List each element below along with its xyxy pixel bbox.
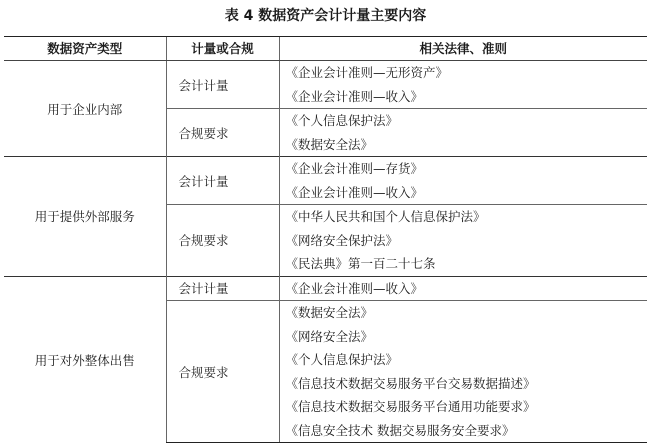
law-item: 《企业会计准则—收入》 [285, 184, 424, 200]
table-row [4, 276, 647, 301]
table-body [4, 61, 647, 443]
category-cell: 合规要求 [166, 109, 279, 157]
category-cell: 合规要求 [166, 205, 279, 277]
accounting-table [4, 36, 647, 443]
laws-cell [279, 301, 647, 443]
law-item: 《企业会计准则—收入》 [285, 88, 424, 104]
table-row [4, 157, 647, 205]
law-item: 《信息安全技术 数据交易服务安全要求》 [285, 422, 515, 438]
category-cell: 会计计量 [166, 61, 279, 109]
law-item: 《企业会计准则—无形资产》 [285, 65, 449, 80]
laws-cell [279, 157, 647, 205]
law-item: 《信息技术数据交易服务平台通用功能要求》 [285, 399, 536, 414]
asset-type-cell: 用于企业内部 [4, 61, 166, 157]
law-item: 《中华人民共和国个人信息保护法》 [285, 209, 486, 224]
header-related-laws: 相关法律、准则 [279, 37, 647, 61]
category-cell: 合规要求 [166, 301, 279, 443]
law-item: 《数据安全法》 [285, 305, 374, 320]
asset-type-cell: 用于提供外部服务 [4, 157, 166, 277]
category-cell: 会计计量 [166, 157, 279, 205]
law-item: 《个人信息保护法》 [285, 352, 399, 367]
law-item: 《数据安全法》 [285, 136, 374, 152]
asset-type-cell: 用于对外整体出售 [4, 276, 166, 443]
laws-cell [279, 109, 647, 157]
header-row [4, 37, 647, 61]
law-item: 《网络安全法》 [285, 328, 374, 344]
law-item: 《个人信息保护法》 [285, 113, 399, 128]
laws-cell [279, 205, 647, 277]
table-caption: 表 4 数据资产会计计量主要内容 [224, 8, 427, 24]
law-item: 《信息技术数据交易服务平台交易数据描述》 [285, 375, 536, 391]
header-measure-or-compliance: 计量或合规 [166, 37, 279, 61]
law-item: 《网络安全保护法》 [285, 232, 399, 248]
laws-cell [279, 61, 647, 109]
law-item: 《企业会计准则—存货》 [285, 161, 424, 176]
table-row [4, 61, 647, 109]
laws-cell [279, 276, 647, 301]
header-asset-type: 数据资产类型 [4, 37, 166, 61]
law-item: 《企业会计准则—收入》 [285, 280, 424, 296]
law-item: 《民法典》第一百二十七条 [285, 256, 436, 271]
category-cell: 会计计量 [166, 276, 279, 301]
